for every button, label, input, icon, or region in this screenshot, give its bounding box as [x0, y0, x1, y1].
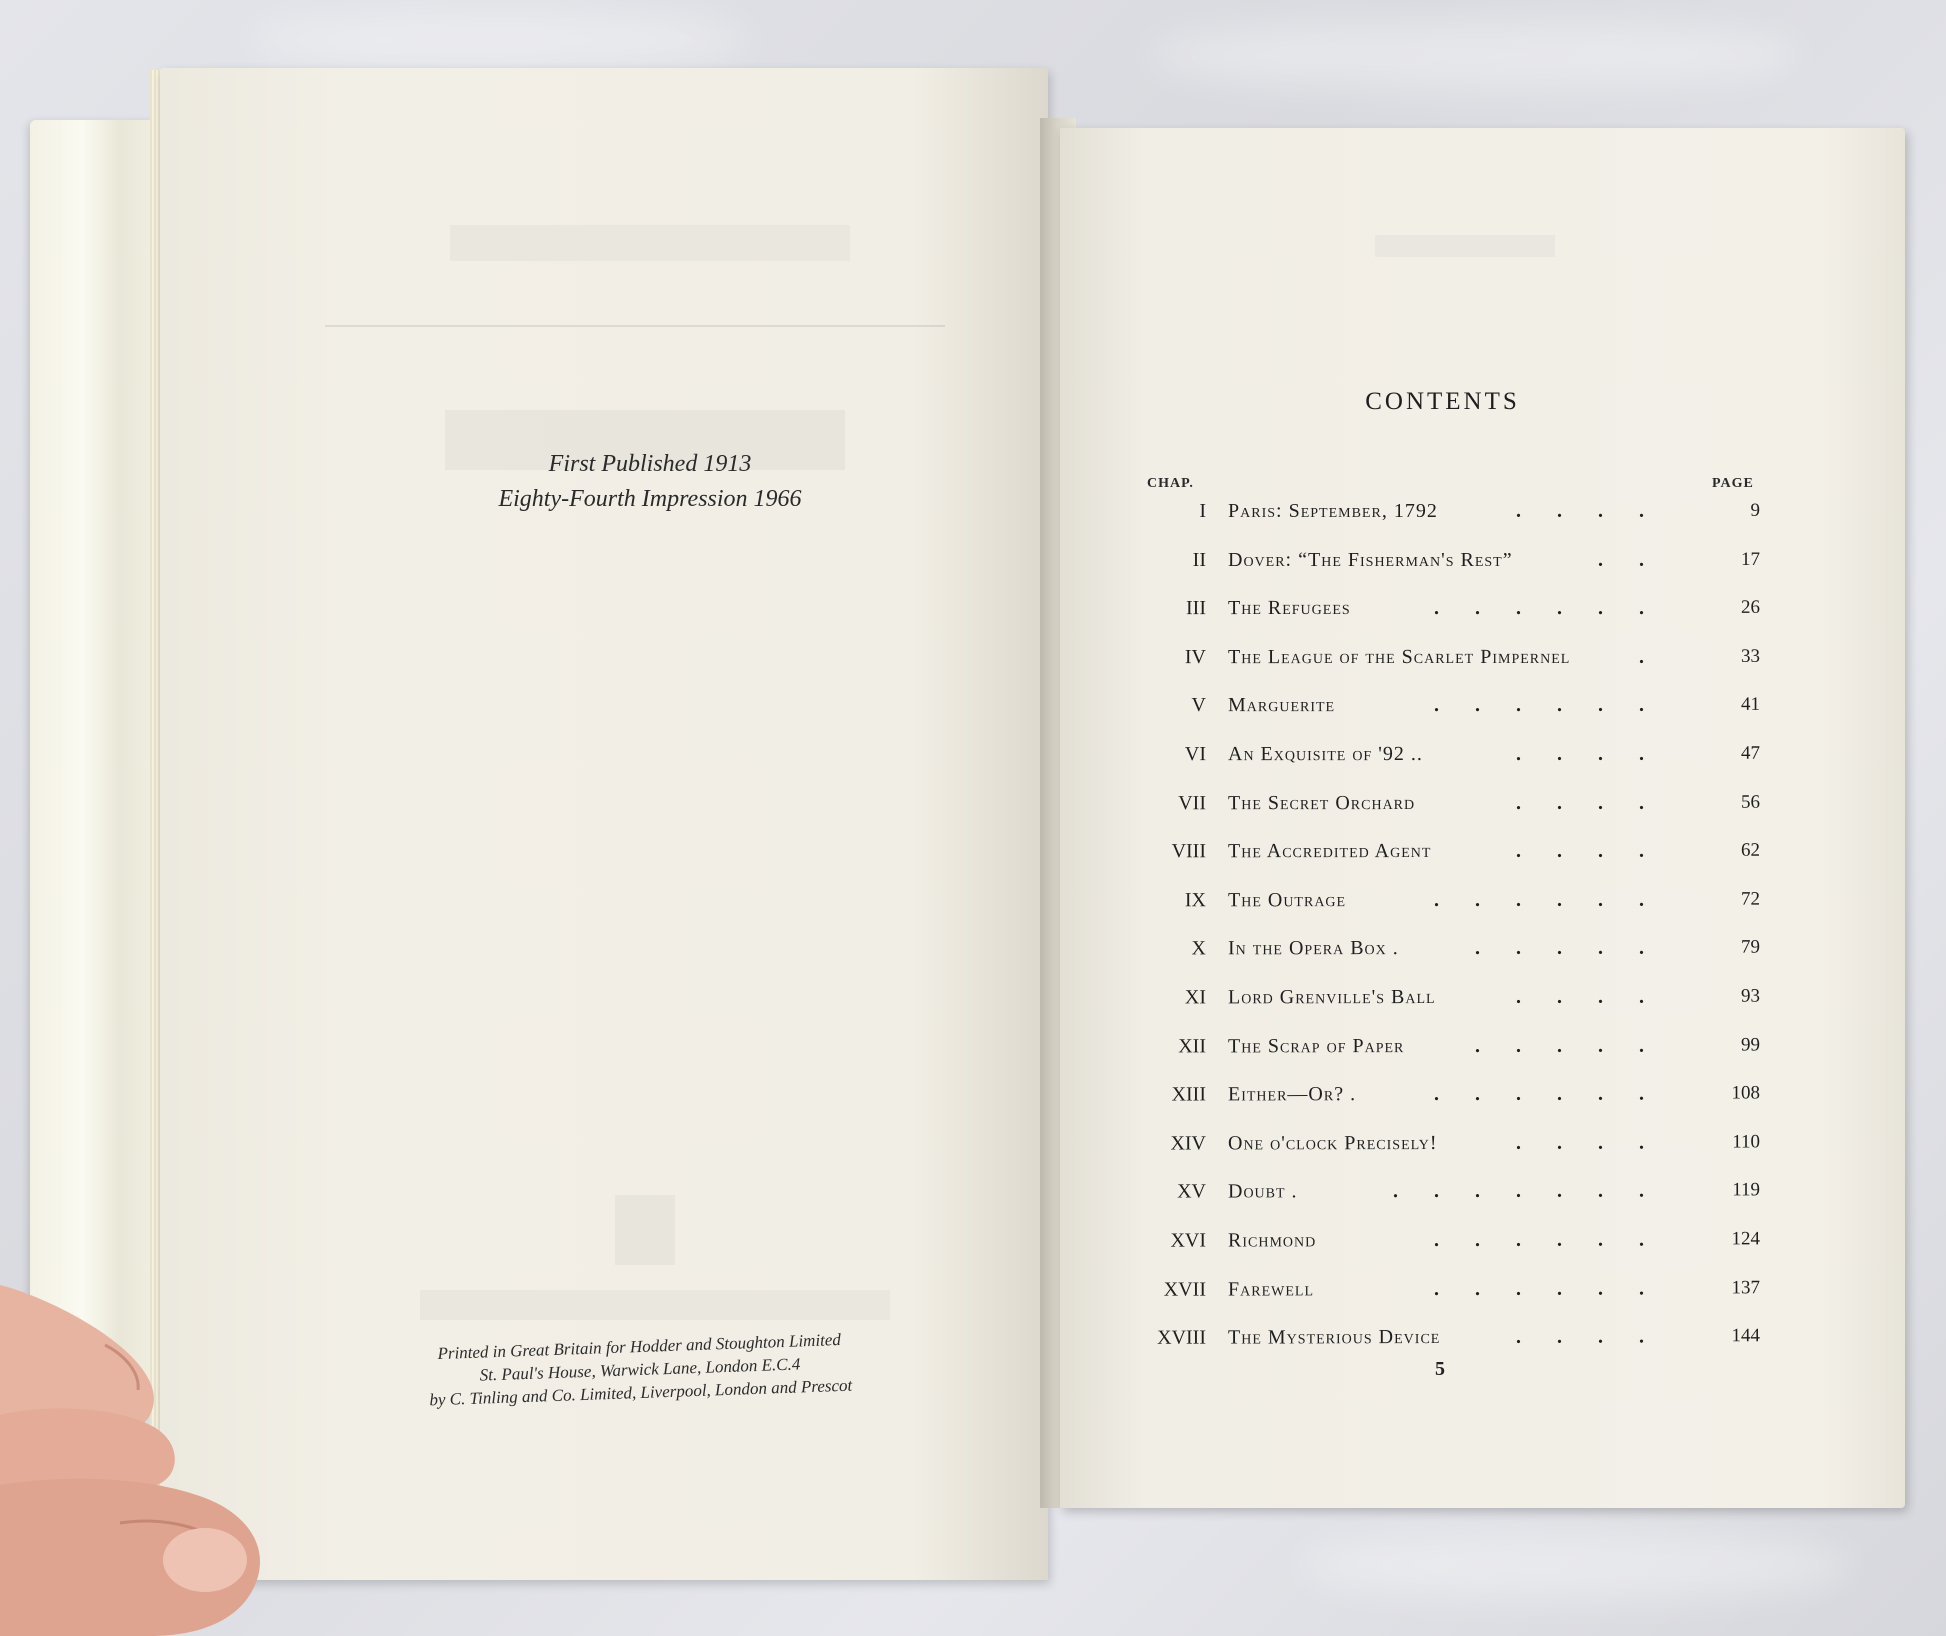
chapter-number: VII [1178, 791, 1207, 814]
leader-dots: ...... [1433, 888, 1681, 911]
chapter-number: VIII [1171, 840, 1207, 863]
chapter-number: XVII [1163, 1278, 1207, 1301]
chapter-page: 137 [1731, 1276, 1761, 1298]
chapter-title: An Exquisite of '92 .. [1227, 743, 1423, 766]
printer-line: St. Paul's House, Warwick Lane, London E.C.4 [479, 1354, 801, 1385]
chapter-title: Lord Grenville's Ball [1227, 986, 1436, 1009]
contents-row [1140, 1277, 1760, 1308]
contents-row [1140, 791, 1760, 822]
chapter-number: I [1199, 500, 1206, 522]
chapter-page: 144 [1731, 1325, 1761, 1347]
chapter-number: X [1191, 937, 1207, 960]
contents-row [1140, 937, 1760, 968]
chapter-title: The Accredited Agent [1227, 840, 1432, 863]
first-published: First Published 1913 [548, 451, 752, 477]
chapter-page: 108 [1731, 1082, 1761, 1104]
contents-row [1140, 840, 1760, 871]
chapter-page: 72 [1740, 888, 1761, 910]
contents-row [1140, 1228, 1760, 1259]
publication-info [450, 447, 850, 517]
chapter-page: 41 [1740, 694, 1761, 716]
contents-row [1140, 694, 1760, 724]
chapter-page: 110 [1732, 1131, 1761, 1153]
chapter-title: Richmond [1227, 1229, 1317, 1252]
contents-row [1140, 549, 1760, 579]
printer-line: Printed in Great Britain for Hodder and Stoughton Limited [437, 1329, 842, 1364]
contents-row [1140, 1083, 1760, 1114]
leader-dots: ....... [1392, 1179, 1681, 1203]
chapter-title: Either—Or? . [1227, 1083, 1357, 1106]
leader-dots: .... [1515, 1131, 1681, 1154]
leader-dots: ...... [1433, 597, 1681, 620]
leader-dots: ..... [1474, 1034, 1681, 1057]
chapter-number: XIII [1171, 1083, 1207, 1106]
chapter-number: IV [1184, 645, 1207, 668]
impression: Eighty-Fourth Impression 1966 [498, 486, 802, 512]
chapter-title: The Scrap of Paper [1227, 1034, 1405, 1057]
chapter-page: 93 [1740, 985, 1761, 1007]
chapter-page: 56 [1740, 791, 1761, 813]
contents-row [1140, 986, 1760, 1017]
contents-row [1140, 1180, 1760, 1211]
chapter-page: 26 [1740, 597, 1761, 619]
leader-dots: .... [1515, 839, 1681, 863]
chapter-page: 47 [1740, 742, 1761, 764]
cloth-fold [1150, 20, 1800, 90]
contents-row [1140, 743, 1760, 773]
chapter-title: Dover: “The Fisherman's Rest” [1227, 548, 1513, 571]
showthrough-author [450, 225, 850, 261]
leader-dots: .. [1597, 548, 1681, 571]
contents-row [1140, 888, 1760, 919]
chapter-number: XII [1178, 1034, 1207, 1058]
hand [0, 1285, 270, 1636]
chapter-number: XVI [1170, 1229, 1207, 1252]
contents-row [1140, 1325, 1760, 1357]
chap-header: CHAP. [1147, 476, 1194, 491]
chapter-number: IX [1184, 889, 1207, 912]
chapter-page: 17 [1740, 548, 1761, 570]
chapter-title: Marguerite [1227, 694, 1336, 717]
leader-dots: ...... [1433, 1277, 1681, 1300]
chapter-title: The Outrage [1227, 888, 1347, 912]
leader-dots: ...... [1433, 694, 1681, 717]
page-number: 5 [1435, 1358, 1445, 1380]
contents-row [1140, 646, 1760, 676]
chapter-title: The Mysterious Device [1227, 1326, 1441, 1349]
showthrough-publisher [420, 1290, 890, 1320]
chapter-number: V [1191, 694, 1207, 717]
chapter-number: XIV [1170, 1132, 1207, 1155]
chapter-page: 119 [1732, 1179, 1761, 1201]
contents-row [1140, 1131, 1760, 1162]
leader-dots: .... [1515, 985, 1681, 1008]
chapter-title: Paris: September, 1792 [1228, 500, 1438, 522]
chapter-title: One o'clock Precisely! [1227, 1131, 1438, 1155]
leader-dots: ...... [1433, 1082, 1681, 1106]
chapter-number: XI [1184, 986, 1207, 1009]
chapter-page: 99 [1740, 1034, 1761, 1056]
page-header: PAGE [1712, 476, 1754, 491]
chapter-page: 124 [1731, 1228, 1761, 1250]
chapter-number: VI [1184, 743, 1207, 766]
chapter-number: II [1192, 548, 1207, 571]
chapter-title: The Secret Orchard [1227, 791, 1416, 814]
showthrough-header [1375, 235, 1555, 257]
leader-dots: .... [1516, 500, 1680, 522]
chapter-title: Doubt . [1227, 1180, 1298, 1203]
printer-line: by C. Tinling and Co. Limited, Liverpool, London and Prescot [429, 1375, 853, 1410]
chapter-number: XVIII [1157, 1326, 1207, 1349]
cloth-fold [250, 10, 750, 70]
leader-dots: ..... [1474, 937, 1681, 960]
leader-dots: .... [1515, 1325, 1681, 1349]
leader-dots: .... [1515, 791, 1681, 814]
chapter-number: XV [1177, 1180, 1207, 1203]
contents-title: CONTENTS [1365, 388, 1520, 415]
chapter-page: 62 [1740, 839, 1761, 861]
chapter-title: Farewell [1227, 1277, 1315, 1301]
leader-dots: .... [1515, 742, 1681, 765]
contents-row [1140, 1034, 1760, 1065]
chapter-page: 79 [1740, 936, 1761, 959]
chapter-number: III [1186, 597, 1207, 620]
chapter-title: The League of the Scarlet Pimpernel [1227, 645, 1571, 668]
chapter-page: 9 [1750, 500, 1760, 521]
leader-dots: . [1638, 645, 1681, 668]
chapter-page: 33 [1740, 645, 1761, 667]
chapter-title: In the Opera Box . [1227, 937, 1399, 960]
leader-dots: ...... [1433, 1228, 1681, 1252]
showthrough-emblem [615, 1195, 675, 1265]
chapter-title: The Refugees [1227, 597, 1351, 620]
showthrough-rule [325, 325, 945, 327]
contents-row [1140, 500, 1760, 530]
cloth-fold [1300, 1530, 1850, 1600]
contents-row [1140, 597, 1760, 627]
